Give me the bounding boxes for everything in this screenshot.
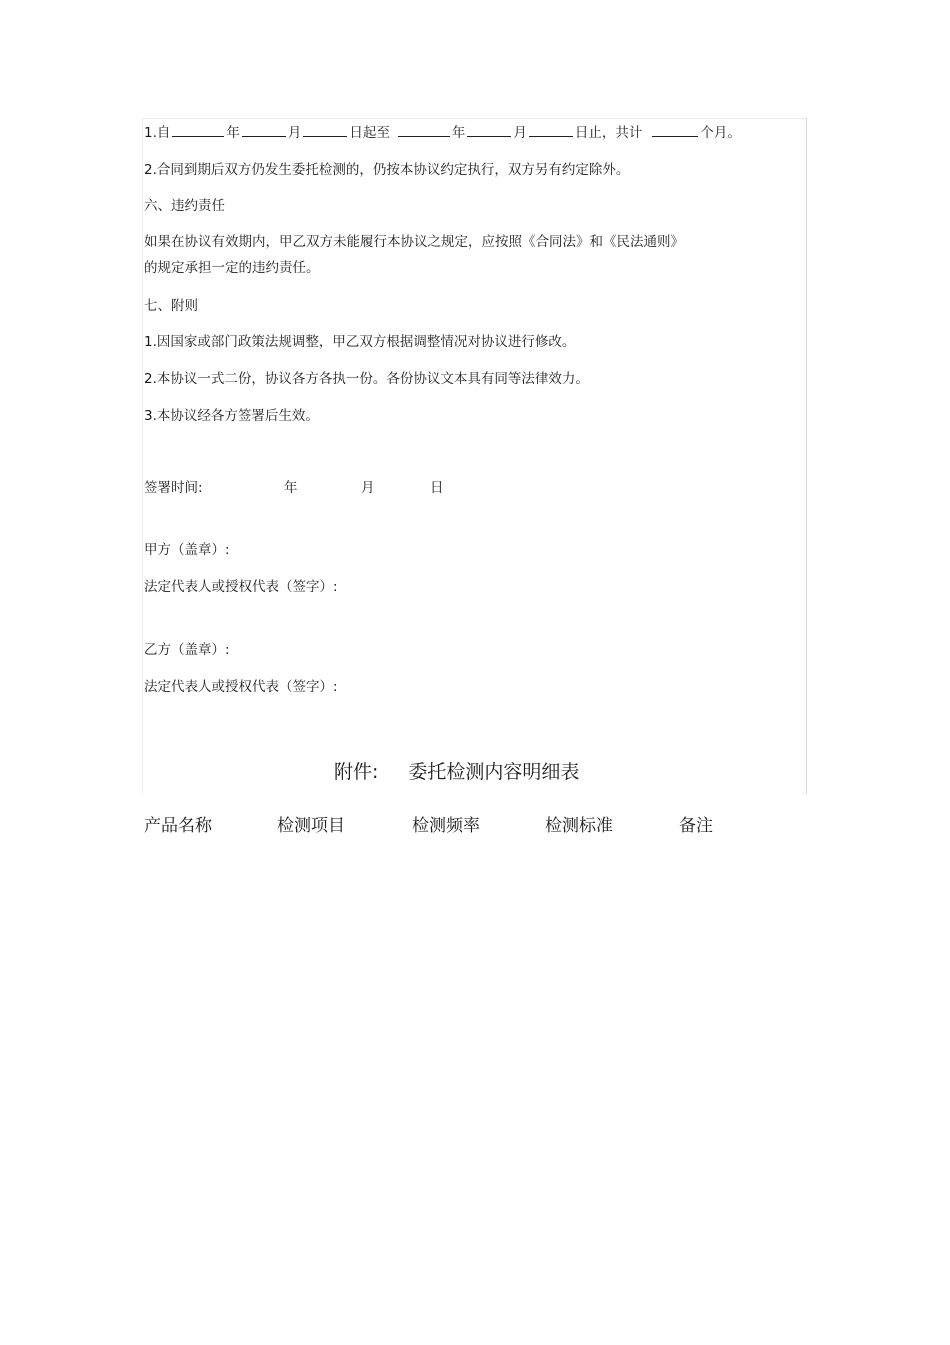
party-a-representative: 法定代表人或授权代表（签字）:	[144, 579, 338, 595]
sign-date-month: 月	[361, 480, 375, 496]
clause-text: 年	[226, 125, 240, 141]
blank-line	[242, 124, 286, 137]
sign-date-year: 年	[284, 480, 298, 496]
section-6-title: 六、违约责任	[144, 198, 225, 214]
sign-date-label: 签署时间:	[144, 480, 203, 496]
page-frame-right	[806, 118, 807, 794]
page-frame-top	[142, 118, 807, 119]
blank-line	[398, 124, 450, 137]
clause-text: 1.自	[144, 125, 171, 141]
section-6-body-line-2: 的规定承担一定的违约责任。	[144, 260, 320, 276]
attachment-label: 附件:	[334, 761, 379, 783]
blank-line	[172, 124, 224, 137]
clause-text: 个月。	[700, 125, 741, 141]
header-test-frequency: 检测频率	[412, 816, 480, 836]
sign-date-row	[144, 479, 444, 497]
blank-line	[303, 124, 347, 137]
section-7-item-1: 1.因国家或部门政策法规调整，甲乙双方根据调整情况对协议进行修改。	[144, 334, 576, 350]
clause-text: 月	[287, 125, 302, 141]
sign-date-day: 日	[430, 480, 444, 496]
attachment-title	[334, 757, 579, 784]
section-7-item-3: 3.本协议经各方签署后生效。	[144, 408, 319, 424]
page-frame-left	[142, 118, 143, 794]
header-test-item: 检测项目	[277, 816, 345, 836]
term-clause-1	[144, 124, 741, 142]
clause-text: 日止，共计	[574, 125, 643, 141]
term-clause-2: 2.合同到期后双方仍发生委托检测的，仍按本协议约定执行，双方另有约定除外。	[144, 162, 630, 178]
clause-text: 月	[513, 125, 527, 141]
party-b-representative: 法定代表人或授权代表（签字）:	[144, 679, 338, 695]
section-7-title: 七、附则	[144, 298, 198, 314]
section-7-item-2: 2.本协议一式二份，协议各方各执一份。各份协议文本具有同等法律效力。	[144, 371, 589, 387]
header-product-name: 产品名称	[144, 816, 212, 836]
blank-line	[467, 124, 511, 137]
party-a-seal: 甲方（盖章）:	[144, 542, 230, 558]
header-test-standard: 检测标准	[545, 816, 613, 836]
blank-line	[652, 124, 698, 137]
clause-text: 年	[451, 125, 466, 141]
section-6-body-line-1: 如果在协议有效期内，甲乙双方未能履行本协议之规定，应按照《合同法》和《民法通则》	[144, 234, 684, 250]
blank-line	[529, 124, 573, 137]
party-b-seal: 乙方（盖章）:	[144, 642, 230, 658]
clause-text: 日起至	[349, 125, 390, 141]
header-remarks: 备注	[679, 816, 713, 836]
attachment-name: 委托检测内容明细表	[408, 761, 580, 783]
